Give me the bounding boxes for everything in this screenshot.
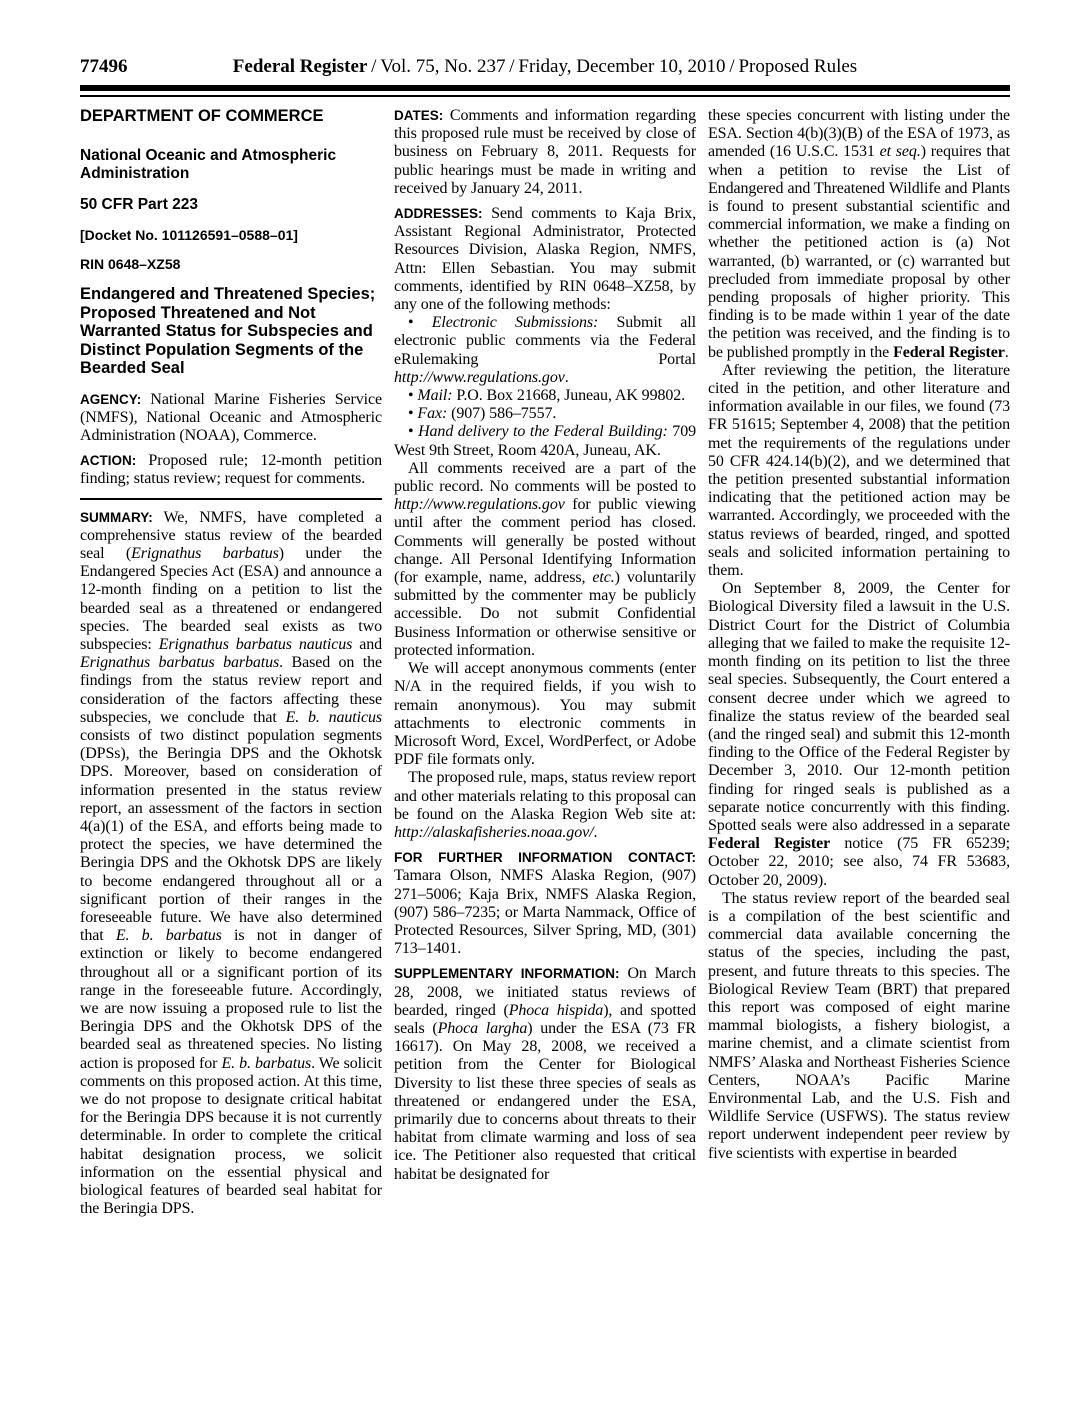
text-segment: for public viewing until after the comment period has closed. Comments will generally be posted without change. All Personal Identifying Information (for example, name, address, xyxy=(394,496,696,587)
header-citation: / Vol. 75, No. 237 / Friday, December 10, 2010 / Proposed Rules xyxy=(367,56,858,77)
text-segment: ) requires that when a petition to revise the List of Endangered and Threatened Wildlife and Plants is found to present substantial scientific and commercial information, we make a finding on whether the petitioned action is (a) Not warranted, (b) warranted, or (c) warranted but precluded from immediate proposal by other pending proposals of higher priority. This finding is to be made within 1 year of the date the petition was received, and the finding is to be published promptly in the xyxy=(708,143,1010,361)
text-segment: Phoca largha xyxy=(437,1019,528,1037)
paragraph xyxy=(708,890,1010,1163)
column-1 xyxy=(80,107,382,1218)
text-segment: Endangered and Threatened Species; Proposed Threatened and Not Warranted Status for Subspecies and Distinct Population Segments of the Bearded Seal xyxy=(80,285,376,377)
column-3 xyxy=(708,107,1010,1218)
heading xyxy=(80,285,382,378)
text-segment: [Docket No. 101126591–0588–01] xyxy=(80,227,298,243)
text-segment: • xyxy=(408,405,418,423)
text-segment: Proposed rule; 12-month petition finding; status review; request for comments. xyxy=(80,452,382,488)
paragraph xyxy=(80,509,382,1219)
paragraph xyxy=(394,660,696,769)
text-segment: Electronic Submissions: xyxy=(431,314,599,332)
text-segment: Hand delivery to the Federal Building: xyxy=(418,423,668,441)
text-segment: Submit all electronic public comments via the Federal eRulemaking Portal xyxy=(394,314,696,368)
columns-container xyxy=(80,107,1010,1218)
text-segment: AGENCY: xyxy=(80,391,142,407)
paragraph xyxy=(708,580,1010,889)
text-segment: consists of two distinct population segments (DPSs), the Beringia DPS and the Okhotsk DPS. Moreover, based on consideration of information presented in the status review report, an assessment of the factors in section 4(a)(1) of the ESA, and efforts being made to protect the species, we have determined the Beringia DPS and the Okhotsk DPS are likely to become endangered throughout all or a significant portion of their ranges in the foreseeable future. We have also determined that xyxy=(80,726,382,945)
paragraph xyxy=(394,423,696,459)
text-segment: ), and spotted seals ( xyxy=(394,1001,696,1037)
text-segment: http://alaskafisheries.noaa.gov/ xyxy=(394,823,594,841)
text-segment: etc. xyxy=(592,569,615,587)
paragraph xyxy=(394,769,696,842)
paragraph xyxy=(394,314,696,387)
text-segment: Erignathus barbatus xyxy=(131,544,279,562)
paragraph xyxy=(394,849,696,958)
text-segment: All comments received are a part of the public record. No comments will be posted to xyxy=(394,459,696,496)
text-segment: 50 CFR Part 223 xyxy=(80,196,199,213)
text-segment: Comments and information regarding this proposed rule must be received by close of business on February 8, 2011. Requests for public hearings must be made in writing and received by January 24, 2011. xyxy=(394,107,696,197)
text-segment: Erignathus barbatus barbatus xyxy=(80,654,280,672)
text-segment: After reviewing the petition, the literature cited in the petition, and other literature and information available in our files, we found (73 FR 51615; September 4, 2008) that the petition met the requirements of the regulations under 50 CFR 424.14(b)(2), and we determined that the petition presented substantial information indicating that the petitioned action may be warranted. Accordingly, we proceeded with the status reviews of bearded, ringed, and spotted seals and solicited information pertaining to them. xyxy=(708,361,1010,580)
text-segment: notice (75 FR 65239; October 22, 2010; see also, 74 FR 53683, October 20, 2009). xyxy=(708,835,1010,889)
text-segment: RIN 0648–XZ58 xyxy=(80,256,181,272)
text-segment: and xyxy=(352,635,382,653)
text-segment: 709 West 9th Street, Room 420A, Juneau, AK. xyxy=(394,423,696,459)
paragraph xyxy=(394,965,696,1183)
text-segment: Fax: xyxy=(417,405,448,423)
text-segment: National Oceanic and Atmospheric Administration xyxy=(80,147,337,182)
paragraph xyxy=(708,107,1010,362)
running-head xyxy=(80,56,1010,78)
paragraph xyxy=(80,391,382,446)
paragraph xyxy=(394,405,696,423)
text-segment: ACTION: xyxy=(80,453,137,469)
text-segment: P.O. Box 21668, Juneau, AK 99802. xyxy=(452,387,686,405)
text-segment: E. b. barbatus xyxy=(115,927,222,945)
text-segment: SUMMARY: xyxy=(80,509,153,525)
text-segment: Erignathus barbatus nauticus xyxy=(158,635,353,653)
text-segment: et seq. xyxy=(879,143,921,161)
heading xyxy=(80,196,382,214)
text-segment: . Based on the findings from the status review report and consideration of the factors affecting these subspecies, we conclude that xyxy=(80,654,382,726)
text-segment: • xyxy=(408,314,432,332)
text-segment: • xyxy=(408,423,419,441)
text-segment: http://www.regulations.gov xyxy=(394,368,565,386)
heading xyxy=(80,147,382,183)
text-segment: (907) 586–7557. xyxy=(447,405,557,423)
text-segment: The status review report of the bearded seal is a compilation of the best scientific and commercial data available concerning the status of the species, including the past, present, and future threats to this species. The Biological Review Team (BRT) that prepared this report was composed of eight marine mammal biologists, a fishery biologist, a marine chemist, and a climate scientist from NMFS’ Alaska and Northeast Fisheries Science Centers, NOAA’s Pacific Marine Environmental Lab, and the U.S. Fish and Wildlife Service (USFWS). The status review report underwent independent peer review by five scientists with expertise in bearded xyxy=(708,889,1010,1162)
text-segment: Mail: xyxy=(417,387,453,405)
text-segment: E. b. barbatus xyxy=(221,1054,312,1072)
paragraph xyxy=(394,205,696,314)
text-segment: Federal Register xyxy=(893,343,1005,361)
text-segment: National Marine Fisheries Service (NMFS), National Oceanic and Atmospheric Administration (NOAA), Commerce. xyxy=(80,390,382,444)
paragraph xyxy=(708,362,1010,580)
text-segment: We, NMFS, have completed a comprehensive status review of the bearded seal ( xyxy=(80,508,382,562)
text-segment: these species concurrent with listing under the ESA. Section 4(b)(3)(B) of the ESA of 1973, as amended (16 U.S.C. 1531 xyxy=(708,107,1010,161)
text-segment: On September 8, 2009, the Center for Biological Diversity filed a lawsuit in the U.S. District Court for the District of Columbia alleging that we failed to make the requisite 12-month finding on its petition to list the three seal species. Subsequently, the Court entered a consent decree under which we agreed to finalize the status review of the bearded seal (and the ringed seal) and submit this 12-month finding to the Office of the Federal Register by December 3, 2010. Our 12-month petition finding for ringed seals is published as a separate notice concurrently with this finding. Spotted seals were also addressed in a separate xyxy=(708,580,1010,834)
text-segment: FOR FURTHER INFORMATION CONTACT: xyxy=(394,850,696,866)
text-segment: http://www.regulations.gov xyxy=(394,496,565,514)
text-segment: Send comments to Kaja Brix, Assistant Regional Administrator, Protected Resources Division, Alaska Region, NMFS, Attn: Ellen Sebastian. You may submit comments, identified by RIN 0648–XZ58, by any one of the following methods: xyxy=(394,205,696,314)
text-segment: DATES: xyxy=(394,108,444,123)
header-rule-thick xyxy=(80,85,1010,91)
text-segment: . We solicit comments on this proposed action. At this time, we do not propose to designate critical habitat for the Beringia DPS because it is not currently determinable. In order to complete the critical habitat designation process, we solicit information on the essential physical and biological features of bearded seal habitat for the Beringia DPS. xyxy=(80,1054,382,1218)
paragraph xyxy=(394,387,696,405)
page-number: 77496 xyxy=(80,56,128,77)
text-segment: Tamara Olson, NMFS Alaska Region, (907) 271–5006; Kaja Brix, NMFS Alaska Region, (907) 586–7235; or Marta Nammack, Office of Protected Resources, Silver Spring, MD, (301) 713–1401. xyxy=(394,867,696,958)
text-segment: SUPPLEMENTARY INFORMATION: xyxy=(394,966,620,982)
text-segment: The proposed rule, maps, status review report and other materials relating to this proposal can be found on the Alaska Region Web site at: xyxy=(394,769,696,823)
heading xyxy=(80,256,382,273)
text-segment: E. b. nauticus xyxy=(285,708,382,726)
text-segment: On March 28, 2008, we initiated status reviews of bearded, ringed ( xyxy=(394,965,696,1019)
heading xyxy=(80,107,382,126)
text-segment: . xyxy=(564,368,569,386)
column-2 xyxy=(394,107,696,1218)
text-segment: . xyxy=(593,823,598,841)
text-segment: ) voluntarily submitted by the commenter may be publicly accessible. Do not submit Confidential Business Information or otherwise sensitive or protected information. xyxy=(394,569,696,659)
text-segment: ADDRESSES: xyxy=(394,206,483,222)
text-segment: . xyxy=(1004,343,1009,361)
heading xyxy=(80,227,382,244)
text-segment: Phoca hispida xyxy=(508,1001,604,1019)
text-segment: Federal Register xyxy=(708,835,831,853)
journal-name: Federal Register xyxy=(232,56,368,77)
header-title xyxy=(80,56,1010,78)
section-divider xyxy=(80,498,382,500)
text-segment: ) under the Endangered Species Act (ESA) and announce a 12-month finding on a petition to list the bearded seal as a threatened or endangered species. The bearded seal exists as two subspecies: xyxy=(80,544,382,653)
paragraph xyxy=(394,460,696,660)
text-segment: We will accept anonymous comments (enter N/A in the required fields, if you wish to remain anonymous). You may submit attachments to electronic comments in Microsoft Word, Excel, WordPerfect, or Adobe PDF file formats only. xyxy=(394,660,696,769)
text-segment: • xyxy=(408,387,418,405)
header-rule-thin xyxy=(80,95,1010,97)
text-segment: is not in danger of extinction or likely to become endangered throughout all or a significant portion of its range in the foreseeable future. Accordingly, we are now issuing a proposed rule to list the Beringia DPS and the Okhotsk DPS of the bearded seal as threatened species. No listing action is proposed for xyxy=(80,927,382,1072)
paragraph xyxy=(80,452,382,488)
text-segment: DEPARTMENT OF COMMERCE xyxy=(80,107,324,125)
paragraph xyxy=(394,107,696,198)
text-segment: ) under the ESA (73 FR 16617). On May 28, 2008, we received a petition from the Center for Biological Diversity to list these three species of seals as threatened or endangered under the ESA, primarily due to concerns about threats to their habitat from climate warming and loss of sea ice. The Petitioner also requested that critical habitat be designated for xyxy=(394,1019,696,1183)
